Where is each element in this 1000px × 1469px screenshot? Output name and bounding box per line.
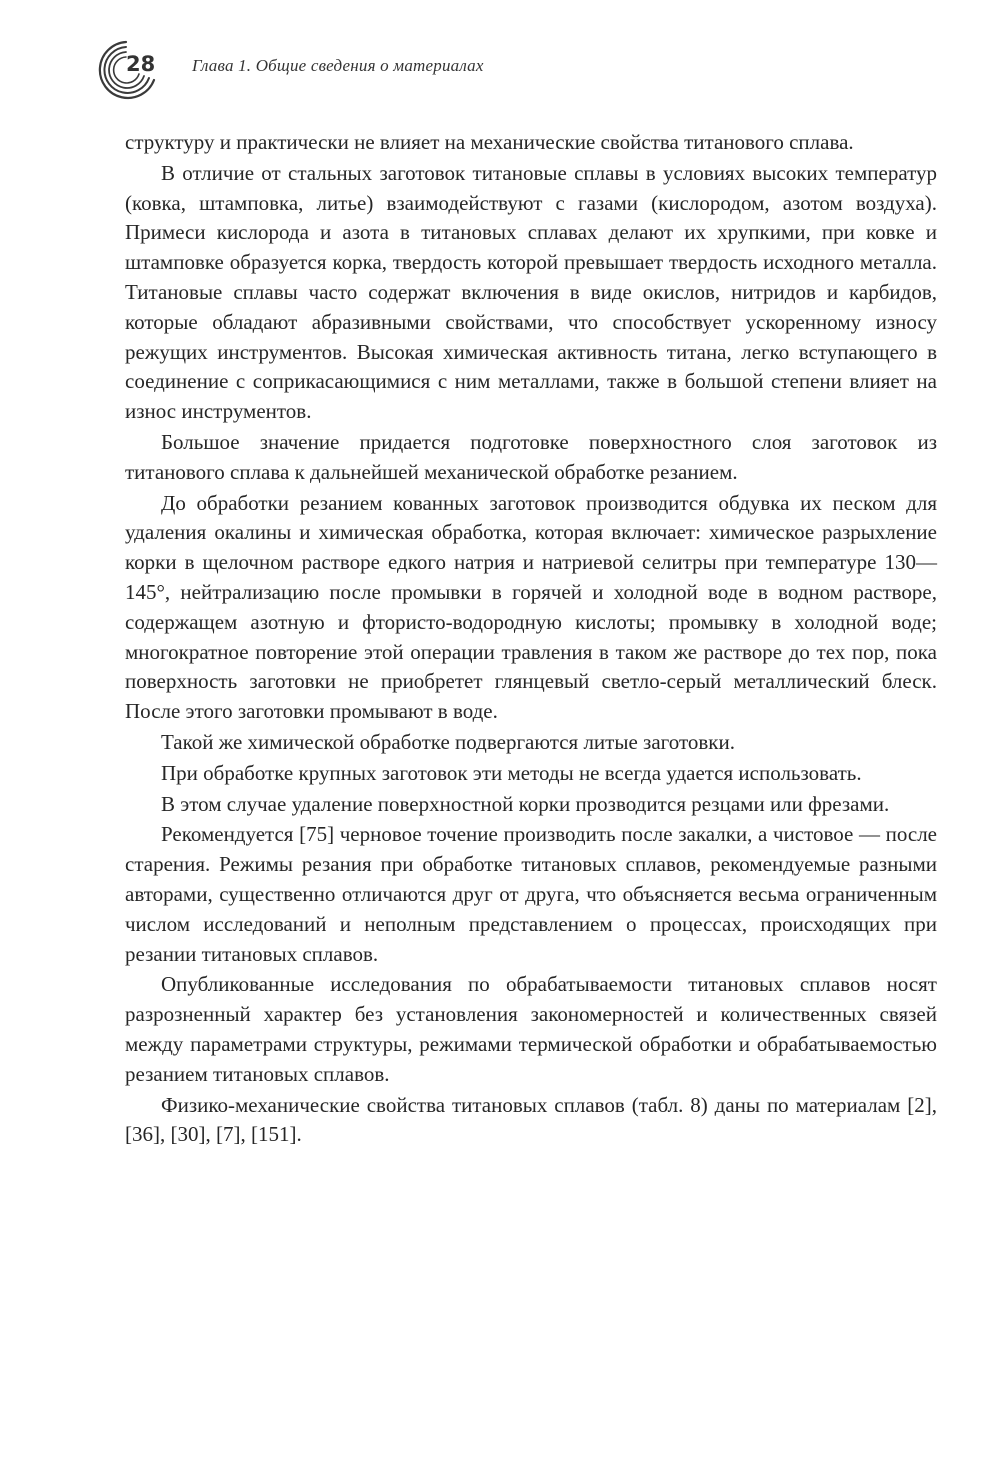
paragraph-8: Рекомендуется [75] черновое точение производить после закалки, а чистовое — после старения. Режимы резания при обработке титановых сплавов, рекомендуемые разными авторами, существенно отличаются друг от друга, что объясняется весьма ограниченным числом исследований и неполным представлением о процессах, происходящих при резании титановых сплавов. (125, 822, 937, 966)
paragraph-2: В отличие от стальных заготовок титановые сплавы в условиях высоких температур (ковка, штамповка, литье) взаимодействуют с газами (кислородом, азотом воздуха). Примеси кислорода и азота в титановых сплавах делают их хрупкими, при ковке и штамповке образуется корка, твердость которой превышает твердость исходного металла. Титановые сплавы часто содержат включения в виде окислов, нитридов и карбидов, которые обладают абразивными свойствами, что способствует ускоренному износу режущих инструментов. Высокая химическая активность титана, легко вступающего в соединение с соприкасающимися с ним металлами, также в большой степени влияет на износ инструментов. (125, 160, 937, 424)
paragraph-4: До обработки резанием кованных заготовок производится обдувка их песком для удаления окалины и химическая обработка, которая включает: химическое разрыхление корки в щелочном растворе едкого натрия и натриевой селитры при температуре 130—145°, нейтрализацию после промывки в горячей и холодной воде в водном растворе, содержащем азотную и фтористо-водородную кислоты; промывку в холодной воде; многократное повторение этой операции травления в таком же растворе до тех пор, пока поверхность заготовки не приобретет глянцевый светло-серый металлический блеск. После этого заготовки промывают в воде. (125, 490, 937, 724)
page-number: 28 (126, 52, 156, 76)
paragraph-6: При обработке крупных заготовок эти методы не всегда удается использовать. (161, 760, 862, 785)
page-header (96, 38, 916, 102)
paragraph-10: Физико-механические свойства титановых сплавов (табл. 8) даны по материалам [2], [36], [30], [7], [151]. (125, 1092, 937, 1147)
paragraph-1: структуру и практически не влияет на механические свойства титанового сплава. (125, 130, 854, 154)
paragraph-5: Такой же химической обработке подвергаются литые заготовки. (161, 729, 735, 754)
paragraph-7: В этом случае удаление поверхностной корки прозводится резцами или фрезами. (161, 791, 890, 816)
paragraph-3: Большое значение придается подготовке поверхностного слоя заготовок из титанового сплава к дальнейшей механической обработке резанием. (125, 429, 937, 484)
paragraph-9: Опубликованные исследования по обрабатываемости титановых сплавов носят разрозненный характер без установления закономерностей и количественных связей между параметрами структуры, режимами термической обработки и обрабатываемостью резанием титановых сплавов. (125, 972, 937, 1086)
body-text (125, 128, 937, 1151)
running-head: Глава 1. Общие сведения о материалах (192, 56, 484, 75)
